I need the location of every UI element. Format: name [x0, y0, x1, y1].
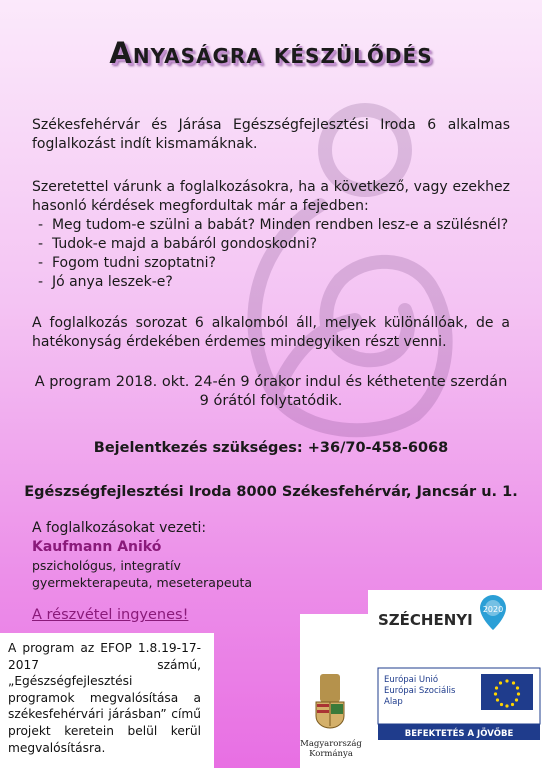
szechenyi-logo: SZÉCHENYI	[378, 611, 473, 629]
schedule-text	[20, 373, 522, 411]
list-item: - Fogom tudni szoptatni?	[38, 254, 510, 273]
questions-list	[32, 216, 510, 292]
list-item: - Meg tudom-e szülni a babát? Minden rendben lesz-e a szülésnél?	[38, 216, 510, 235]
sponsor-logos	[218, 578, 542, 768]
list-item: - Tudok-e majd a babáról gondoskodni?	[38, 235, 510, 254]
gov-line-2: Kormánya	[309, 749, 353, 759]
eu-line-2: Európai Szociális	[384, 686, 456, 696]
eu-line-3: Alap	[384, 697, 403, 707]
questions-intro: Szeretettel várunk a foglalkozásokra, ha a következő, vagy ezekhez hasonló kérdések megfordultak már a fejedben:	[32, 179, 510, 214]
eu-line-1: Európai Unió	[384, 675, 439, 685]
led-by-label: A foglalkozásokat vezeti:	[32, 520, 207, 536]
questions-section	[32, 178, 510, 292]
intro-text: Székesfehérvár és Járása Egészségfejlesztési Iroda 6 alkalmas foglalkozást indít kismamáknak.	[32, 117, 510, 152]
registration-text: Bejelentkezés szükséges: +36/70-458-6068	[93, 440, 449, 456]
schedule-line-2: 9 órától folytatódik.	[199, 393, 343, 409]
eu-flag-icon	[481, 674, 533, 710]
series-text: A foglalkozás sorozat 6 alkalomból áll, melyek különállóak, de a hatékonyság érdekében érdemes mindegyiken részt venni.	[32, 315, 510, 350]
leader-title: pszichológus, integratív gyermekterapeuta, meseterapeuta	[32, 558, 253, 590]
invest-banner: BEFEKTETÉS A JÖVŐBE	[404, 729, 514, 739]
schedule-line-1: A program 2018. okt. 24-én 9 órakor indul és kéthetente szerdán	[34, 374, 508, 390]
gov-line-1: Magyarország	[300, 739, 362, 749]
szechenyi-year: 2020	[482, 605, 504, 614]
address-text: Egészségfejlesztési Iroda 8000 Székesfehérvár, Jancsár u. 1.	[24, 484, 518, 500]
leader-name: Kaufmann Anikó	[32, 539, 162, 555]
list-item: - Jó anya leszek-e?	[38, 273, 510, 292]
free-participation: A részvétel ingyenes!	[32, 607, 189, 623]
page-title: Anyaságra készülődés	[109, 36, 433, 70]
footer-text: A program az EFOP 1.8.19-17-2017 számú, „Egészségfejlesztési programok megvalósítása a székesfehérvári járásban” című projekt keretein belül kerül megvalósításra.	[8, 641, 201, 755]
